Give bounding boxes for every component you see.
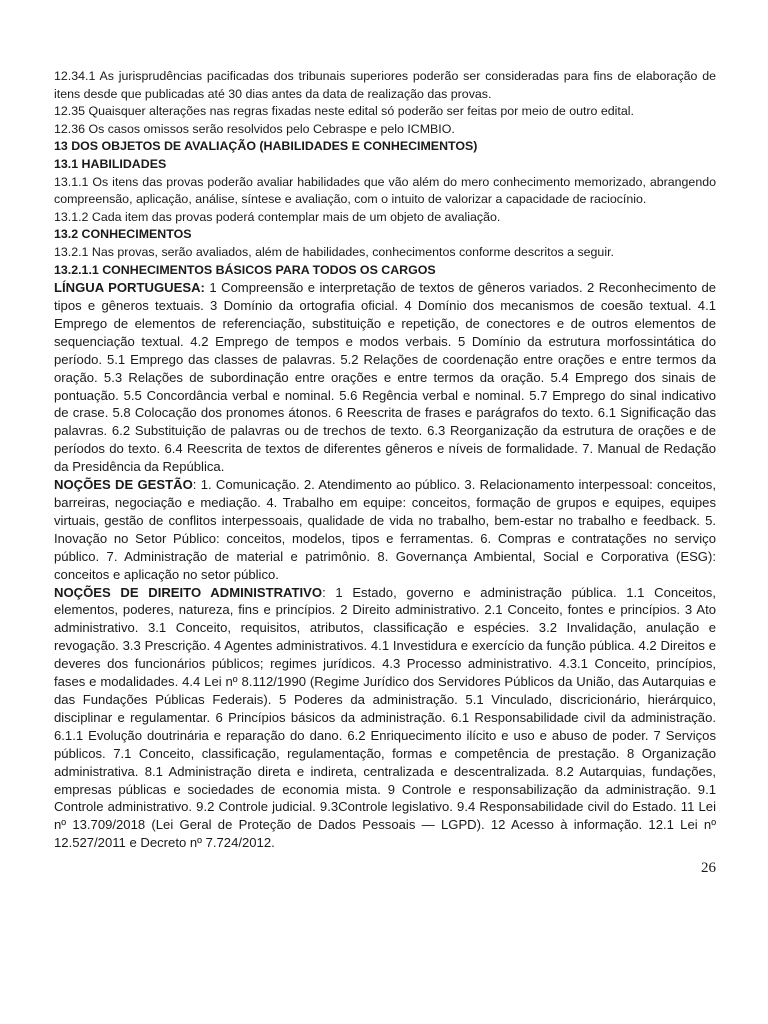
paragraph-12-36: 12.36 Os casos omissos serão resolvidos pelo Cebraspe e pelo ICMBIO. [54,121,455,136]
subject-label-direito-administrativo: NOÇÕES DE DIREITO ADMINISTRATIVO [54,584,323,600]
document-page [54,68,716,852]
subject-text-nocoes-de-gestao: : 1. Comunicação. 2. Atendimento ao público. 3. Relacionamento interpessoal: conceitos, barreiras, negociação e mediação. 4. Trabalho em equipe: conceitos, formação de grupos e equipes, equipes virtuais, gestão de conflitos interpessoais, qualidade de vida no trabalho, bem-estar no trabalho e feedback. 5. Inovação no Setor Público: conceitos, modelos, tipos e ferramentas. 6. Compras e contratações no serviço público. 7. Administração de material e patrimônio. 8. Governança Ambiental, Social e Corporativa (ESG): conceitos e aplicação no setor público. [54,477,716,582]
subject-label-nocoes-de-gestao: NOÇÕES DE GESTÃO [54,477,193,493]
subject-label-lingua-portuguesa: LÍNGUA PORTUGUESA: [54,280,205,296]
page-number: 26 [701,860,716,876]
subject-text-lingua-portuguesa: 1 Compreensão e interpretação de textos de gêneros variados. 2 Reconhecimento de tipos e gêneros textuais. 3 Domínio da ortografia oficial. 4 Domínio dos mecanismos de coesão textual. 4.1 Emprego de elementos de referenciação, substituição e repetição, de conectores e de outros elementos de sequenciação textual. 4.2 Emprego de tempos e modos verbais. 5 Domínio da estrutura morfossintática do período. 5.1 Emprego das classes de palavras. 5.2 Relações de coordenação entre orações e entre termos da oração. 5.3 Relações de subordinação entre orações e entre termos da oração. 5.4 Emprego dos sinais de pontuação. 5.5 Concordância verbal e nominal. 5.6 Regência verbal e nominal. 5.7 Emprego do sinal indicativo de crase. 5.8 Colocação dos pronomes átonos. 6 Reescrita de frases e parágrafos do texto. 6.1 Significação das palavras. 6.2 Substituição de palavras ou de trechos de texto. 6.3 Reorganização da estrutura de orações e de períodos do texto. 6.4 Reescrita de textos de diferentes gêneros e níveis de formalidade. 7. Manual de Redação da Presidência da República. [54,280,717,475]
paragraph-13-1-2: 13.1.2 Cada item das provas poderá contemplar mais de um objeto de avaliação. [54,209,501,224]
subject-text-direito-administrativo: : 1 Estado, governo e administração pública. 1.1 Conceitos, elementos, poderes, natureza, fins e princípios. 2 Direito administrativo. 2.1 Conceito, fontes e princípios. 3 Ato administrativo. 3.1 Conceito, requisitos, atributos, classificação e espécies. 3.2 Invalidação, anulação e revogação. 3.3 Prescrição. 4 Agentes administrativos. 4.1 Investidura e exercício da função pública. 4.2 Direitos e deveres dos funcionários públicos; regimes jurídicos. 4.3 Processo administrativo. 4.3.1 Conceito, princípios, fases e modalidades. 4.4 Lei nº 8.112/1990 (Regime Jurídico dos Servidores Públicos da União, das Autarquias e das Fundações Públicas Federais). 5 Poderes da administração. 5.1 Vinculado, discricionário, hierárquico, disciplinar e regulamentar. 6 Princípios básicos da administração. 6.1 Responsabilidade civil da administração. 6.1.1 Evolução doutrinária e reparação do dano. 6.2 Enriquecimento ilícito e uso e abuso de poder. 7 Serviços públicos. 7.1 Conceito, classificação, regulamentação, formas e competência de prestação. 8 Organização administrativa. 8.1 Administração direta e indireta, centralizada e descentralizada. 8.2 Autarquias, fundações, empresas públicas e sociedades de economia mista. 9 Controle e responsabilização da administração. 9.1 Controle administrativo. 9.2 Controle judicial. 9.3Controle legislativo. 9.4 Responsabilidade civil do Estado. 11 Lei nº 13.709/2018 (Lei Geral de Proteção de Dados Pessoais — LGPD). 12 Acesso à informação. 12.1 Lei nº 12.527/2011 e Decreto nº 7.724/2012. [54,584,716,851]
section-heading-13-1: 13.1 HABILIDADES [54,156,167,171]
subject-direito-administrativo [54,584,716,853]
subject-lingua-portuguesa [54,279,716,476]
paragraph-13-2-1: 13.2.1 Nas provas, serão avaliados, além de habilidades, conhecimentos conforme descritos a seguir. [54,244,614,259]
subject-nocoes-de-gestao [54,476,716,583]
paragraph-13-1-1: 13.1.1 Os itens das provas poderão avaliar habilidades que vão além do mero conhecimento memorizado, abrangendo compreensão, aplicação, análise, síntese e avaliação, com o intuito de valorizar a capacidade de raciocínio. [54,174,716,207]
paragraph-12-34-1: 12.34.1 As jurisprudências pacificadas dos tribunais superiores poderão ser consideradas para fins de elaboração de itens desde que publicadas até 30 dias antes da data de realização das provas. [54,69,716,101]
section-heading-13-2-1-1: 13.2.1.1 CONHECIMENTOS BÁSICOS PARA TODOS OS CARGOS [54,262,436,277]
paragraph-12-35: 12.35 Quaisquer alterações nas regras fixadas neste edital só poderão ser feitas por meio de outro edital. [54,104,634,119]
section-heading-13: 13 DOS OBJETOS DE AVALIAÇÃO (HABILIDADES E CONHECIMENTOS) [54,139,478,154]
section-heading-13-2: 13.2 CONHECIMENTOS [54,227,192,242]
